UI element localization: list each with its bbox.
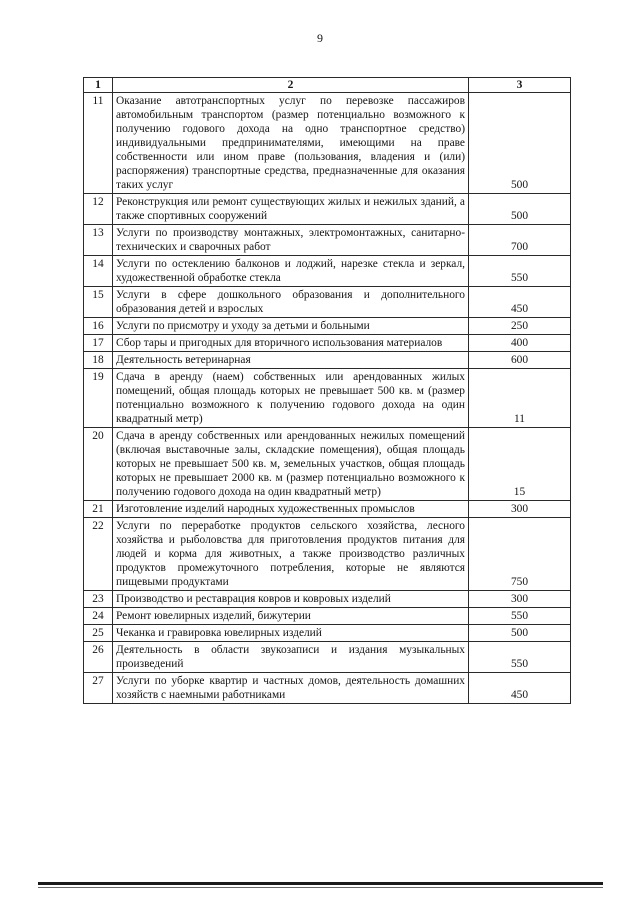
table-row: [84, 194, 571, 225]
services-table: [83, 77, 571, 704]
service-description: Чеканка и гравировка ювелирных изделий: [113, 625, 469, 642]
row-number: 11: [84, 93, 113, 194]
table-row: [84, 428, 571, 501]
service-value: 500: [469, 93, 571, 194]
row-number: 26: [84, 642, 113, 673]
row-number: 21: [84, 501, 113, 518]
table-row: [84, 335, 571, 352]
service-value: 550: [469, 608, 571, 625]
service-value: 450: [469, 287, 571, 318]
service-description: Сбор тары и пригодных для вторичного использования материалов: [113, 335, 469, 352]
table-row: [84, 625, 571, 642]
table-row: [84, 608, 571, 625]
service-description: Деятельность ветеринарная: [113, 352, 469, 369]
service-description: Производство и реставрация ковров и ковровых изделий: [113, 591, 469, 608]
table-row: [84, 591, 571, 608]
table-row: [84, 642, 571, 673]
table-row: [84, 256, 571, 287]
table-row: [84, 501, 571, 518]
row-number: 14: [84, 256, 113, 287]
row-number: 20: [84, 428, 113, 501]
service-description: Услуги по уборке квартир и частных домов, деятельность домашних хозяйств с наемными работниками: [113, 673, 469, 704]
service-value: 550: [469, 256, 571, 287]
table-row: [84, 287, 571, 318]
row-number: 17: [84, 335, 113, 352]
footer-rule: [38, 882, 603, 885]
service-value: 15: [469, 428, 571, 501]
service-value: 250: [469, 318, 571, 335]
service-description: Реконструкция или ремонт существующих жилых и нежилых зданий, а также спортивных сооружений: [113, 194, 469, 225]
table-row: [84, 369, 571, 428]
service-description: Изготовление изделий народных художественных промыслов: [113, 501, 469, 518]
service-value: 450: [469, 673, 571, 704]
service-value: 300: [469, 501, 571, 518]
row-number: 15: [84, 287, 113, 318]
service-value: 550: [469, 642, 571, 673]
row-number: 19: [84, 369, 113, 428]
row-number: 24: [84, 608, 113, 625]
column-header-1: 1: [84, 78, 113, 93]
table-header-row: [84, 78, 571, 93]
column-header-2: 2: [113, 78, 469, 93]
table-row: [84, 673, 571, 704]
service-description: Услуги по переработке продуктов сельского хозяйства, лесного хозяйства и рыболовства для приготовления продуктов питания для людей и корма для животных, а также производство различных продуктов промежуточного потребления, которые не являются пищевыми продуктами: [113, 518, 469, 591]
service-description: Сдача в аренду собственных или арендованных нежилых помещений (включая выставочные залы, складские помещения), общая площадь которых не превышает 500 кв. м, земельных участков, общая площадь которых не превышает 2000 кв. м (размер потенциально возможного к получению годового дохода на один квадратный метр): [113, 428, 469, 501]
service-value: 11: [469, 369, 571, 428]
row-number: 18: [84, 352, 113, 369]
service-value: 700: [469, 225, 571, 256]
row-number: 27: [84, 673, 113, 704]
service-description: Деятельность в области звукозаписи и издания музыкальных произведений: [113, 642, 469, 673]
service-description: Оказание автотранспортных услуг по перевозке пассажиров автомобильным транспортом (размер потенциально возможного к получению годового дохода на одно транспортное средство) индивидуальными предпринимателями, имеющими на праве собственности или ином праве (пользования, владения и (или) распоряжения) транспортные средства, предназначенные для оказания таких услуг: [113, 93, 469, 194]
service-value: 750: [469, 518, 571, 591]
service-value: 500: [469, 625, 571, 642]
table-row: [84, 518, 571, 591]
row-number: 16: [84, 318, 113, 335]
page-number: 9: [317, 31, 323, 45]
service-description: Ремонт ювелирных изделий, бижутерии: [113, 608, 469, 625]
column-header-3: 3: [469, 78, 571, 93]
row-number: 12: [84, 194, 113, 225]
row-number: 13: [84, 225, 113, 256]
service-description: Сдача в аренду (наем) собственных или арендованных жилых помещений, общая площадь которых не превышает 500 кв. м (размер потенциально возможного к получению годового дохода на один квадратный метр): [113, 369, 469, 428]
service-description: Услуги по присмотру и уходу за детьми и больными: [113, 318, 469, 335]
service-description: Услуги по производству монтажных, электромонтажных, санитарно-технических и сварочных работ: [113, 225, 469, 256]
table-row: [84, 318, 571, 335]
row-number: 25: [84, 625, 113, 642]
service-value: 300: [469, 591, 571, 608]
footer-rule-thin: [38, 887, 603, 888]
table-row: [84, 352, 571, 369]
row-number: 22: [84, 518, 113, 591]
service-value: 400: [469, 335, 571, 352]
service-description: Услуги по остеклению балконов и лоджий, нарезке стекла и зеркал, художественной обработке стекла: [113, 256, 469, 287]
service-value: 600: [469, 352, 571, 369]
row-number: 23: [84, 591, 113, 608]
table-row: [84, 93, 571, 194]
service-value: 500: [469, 194, 571, 225]
service-description: Услуги в сфере дошкольного образования и дополнительного образования детей и взрослых: [113, 287, 469, 318]
table-row: [84, 225, 571, 256]
